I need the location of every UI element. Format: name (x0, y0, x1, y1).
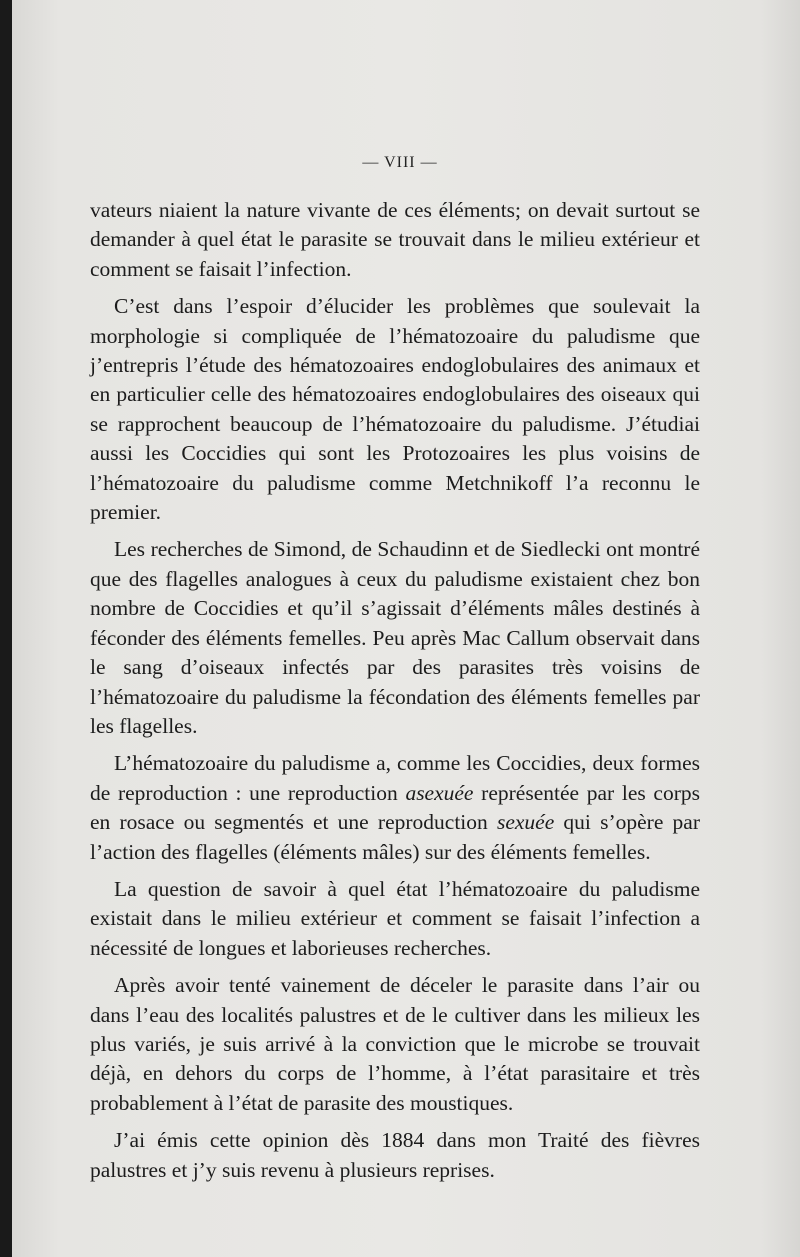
paragraph-mosquito: Après avoir tenté vainement de déceler le parasite dans l’air ou dans l’eau des localités palustres et de le cultiver dans les milieux les plus variés, je suis arrivé à la conviction que le microbe se trouvait déjà, en dehors du corps de l’homme, à l’état parasitaire et très probablement à l’état de parasite des moustiques. (90, 973, 700, 1115)
paragraph-opinion-1884: J’ai émis cette opinion dès 1884 dans mon Traité des fièvres palustres et j’y suis revenu à plusieurs reprises. (90, 1128, 700, 1182)
body-text (90, 196, 700, 1193)
sexuee-term: sexuée (496, 810, 555, 835)
paragraph-reproduction (90, 749, 700, 867)
paragraph-morphology: C’est dans l’espoir d’élucider les problèmes que soulevait la morphologie si compliquée de l’hématozoaire du paludisme que j’entrepris l’étude des hématozoaires endoglobulaires des animaux et en particulier celle des hématozoaires endoglobulaires des oiseaux qui se rapprochent beaucoup de l’hématozoaire du paludisme. J’étudiai aussi les Coccidies qui sont les Protozoaires les plus voisins de l’hématozoaire du paludisme comme Metchnikoff l’a reconnu le premier. (90, 294, 700, 525)
reproduction-text-3: qui s’opère par l’action des flagelles (éléments mâles) sur des éléments femelles. (90, 810, 700, 864)
reproduction-text-1: L’hématozoaire du paludisme a, comme les Coccidies, deux formes de reproduction : une reproduction (90, 751, 700, 805)
asexuee-term: asexuée (405, 780, 474, 805)
paragraph-question: La question de savoir à quel état l’hématozoaire du paludisme existait dans le milieu extérieur et comment se faisait l’infection a nécessité de longues et laborieuses recherches. (90, 876, 700, 960)
paragraph-research-flagella: Les recherches de Simond, de Schaudinn et de Siedlecki ont montré que des flagelles analogues à ceux du paludisme existaient chez bon nombre de Coccidies et qu’il s’agissait d’éléments mâles destinés à féconder des éléments femelles. Peu après Mac Callum observait dans le sang d’oiseaux infectés par des parasites très voisins de l’hématozoaire du paludisme la fécondation des éléments femelles par les flagelles. (90, 537, 700, 738)
reproduction-text-2: représentée par les corps en rosace ou segmentés et une reproduction (90, 780, 700, 835)
paragraph-continuation: vateurs niaient la nature vivante de ces éléments; on devait surtout se demander à quel état le parasite se trouvait dans le milieu extérieur et comment se faisait l’infection. (90, 198, 700, 281)
page-number-header: — VIII — (362, 154, 438, 171)
